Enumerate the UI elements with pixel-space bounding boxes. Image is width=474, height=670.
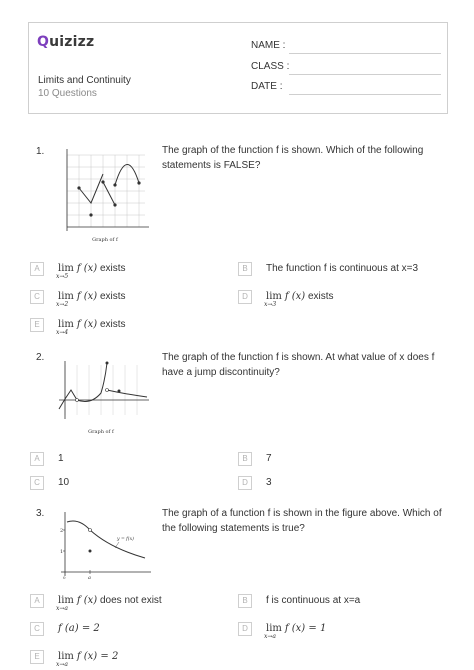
option-letter: A — [30, 594, 44, 608]
svg-text:2: 2 — [60, 528, 64, 534]
option-a[interactable]: A 1 — [30, 452, 230, 468]
question-number: 2. — [36, 352, 45, 363]
svg-text:0: 0 — [63, 575, 66, 580]
option-letter: C — [30, 476, 44, 490]
quizizz-logo: Quizizz — [37, 34, 95, 50]
option-letter: D — [238, 622, 252, 636]
question-number: 3. — [36, 508, 45, 519]
option-d[interactable]: D lim x→a f (x) = 1 — [238, 622, 438, 638]
option-c[interactable]: C f (a) = 2 — [30, 622, 230, 638]
option-letter: D — [238, 290, 252, 304]
option-letter: E — [30, 650, 44, 664]
svg-text:a: a — [88, 575, 91, 581]
figure-caption: Graph of f — [92, 237, 118, 243]
svg-text:1: 1 — [60, 549, 64, 555]
option-a[interactable]: A lim x→5 f (x) exists — [30, 262, 230, 278]
option-b[interactable]: B The function f is continuous at x=3 — [238, 262, 438, 278]
option-letter: B — [238, 452, 252, 466]
option-letter: B — [238, 262, 252, 276]
option-letter: A — [30, 262, 44, 276]
option-e[interactable]: E lim x→a f (x) = 2 — [30, 650, 230, 666]
option-a[interactable]: A lim x→a f (x) does not exist — [30, 594, 230, 610]
option-d[interactable]: D 3 — [238, 476, 438, 492]
worksheet-title: Limits and Continuity — [38, 75, 131, 86]
class-field[interactable]: CLASS : — [251, 61, 441, 75]
question-text: The graph of the function f is shown. At what value of x does f have a jump discontinuity? — [162, 352, 435, 378]
figure-label: y = f(x) — [117, 537, 134, 542]
option-d[interactable]: D lim x→3 f (x) exists — [238, 290, 438, 306]
option-letter: A — [30, 452, 44, 466]
option-letter: C — [30, 622, 44, 636]
option-e[interactable]: E lim x→4 f (x) exists — [30, 318, 230, 334]
question-number: 1. — [36, 146, 45, 157]
option-b[interactable]: B 7 — [238, 452, 438, 468]
figure-caption: Graph of f — [88, 429, 114, 435]
date-field[interactable]: DATE : — [251, 81, 441, 95]
option-letter: E — [30, 318, 44, 332]
option-letter: D — [238, 476, 252, 490]
option-letter: B — [238, 594, 252, 608]
option-letter: C — [30, 290, 44, 304]
name-field[interactable]: NAME : — [251, 40, 441, 54]
question-text: The graph of the function f is shown. Which of the following statements is FALSE? — [162, 145, 424, 171]
graph-q3 — [55, 508, 155, 583]
question-count: 10 Questions — [38, 88, 97, 99]
option-c[interactable]: C 10 — [30, 476, 230, 492]
option-c[interactable]: C lim x→2 f (x) exists — [30, 290, 230, 306]
graph-q1 — [55, 145, 155, 245]
option-b[interactable]: B f is continuous at x=a — [238, 594, 438, 610]
question-text: The graph of a function f is shown in the figure above. Which of the following statements is true? — [162, 508, 442, 534]
graph-q2 — [55, 355, 155, 440]
worksheet-header — [28, 22, 448, 114]
